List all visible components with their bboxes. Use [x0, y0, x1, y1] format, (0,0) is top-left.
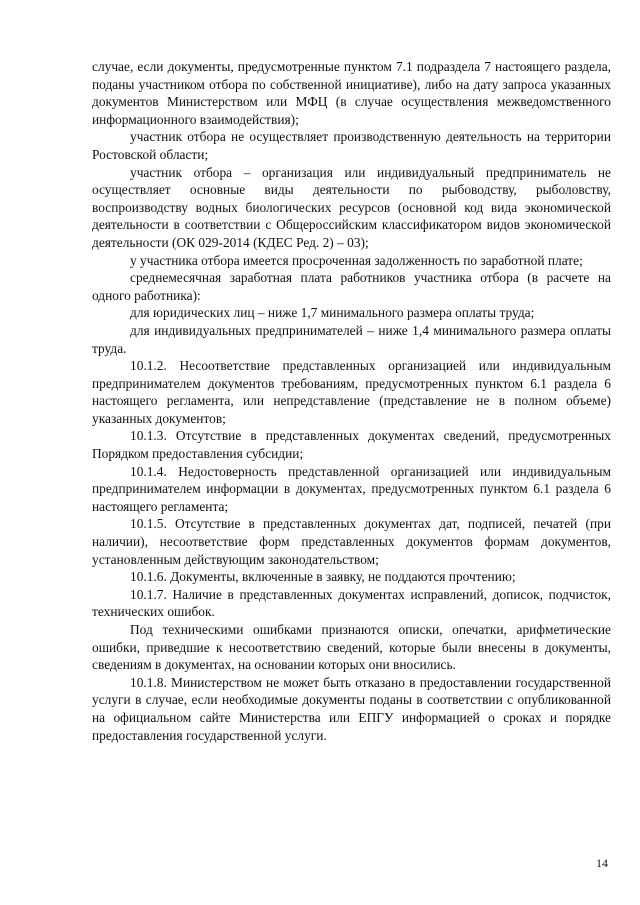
paragraph-10-1-4: 10.1.4. Недостоверность представленной организацией или индивидуальным предпринимателем информации в документах, предусмотренных пунктом 6.1 раздела 6 настоящего регламента; — [92, 463, 611, 514]
paragraph-entrepreneurs: для индивидуальных предпринимателей – ниже 1,4 минимального размера оплаты труда. — [92, 322, 611, 356]
paragraph-average-wage: среднемесячная заработная плата работников участника отбора (в расчете на одного работника): — [92, 270, 611, 303]
paragraph-continuation: случае, если документы, предусмотренные пунктом 7.1 подраздела 7 настоящего раздела, поданы участником отбора по собственной инициативе), либо на дату запроса указанных документов Министерством или МФЦ (в случае осуществления межведомственного информационного взаимодействия); — [92, 59, 611, 127]
paragraph-10-1-2: 10.1.2. Несоответствие представленных организацией или индивидуальным предпринимателем документов требованиям, предусмотренных пунктом 6.1 раздела 6 настоящего регламента, или непредставление (представление не в полном объеме) указанных документов; — [92, 358, 611, 426]
paragraph-no-production: участник отбора не осуществляет производственную деятельность на территории Ростовской области; — [92, 129, 611, 162]
document-page — [92, 58, 611, 744]
paragraph-technical-errors: Под техническими ошибками признаются описки, опечатки, арифметические ошибки, приведшие к несоответствию сведений, которые были внесены в документы, сведениям в документах, на основании которых они вносились. — [92, 622, 611, 673]
page-number: 14 — [596, 856, 608, 870]
paragraph-10-1-3: 10.1.3. Отсутствие в представленных документах сведений, предусмотренных Порядком предоставления субсидии; — [92, 428, 611, 462]
paragraph-10-1-5: 10.1.5. Отсутствие в представленных документах дат, подписей, печатей (при наличии), несоответствие форм представленных документов формам документов, установленным действующим законодательством; — [92, 516, 611, 567]
paragraph-wage-debt: у участника отбора имеется просроченная задолженность по заработной плате; — [130, 252, 583, 268]
paragraph-10-1-6: 10.1.6. Документы, включенные в заявку, не поддаются прочтению; — [130, 569, 516, 585]
paragraph-activity-code: участник отбора – организация или индивидуальный предприниматель не осуществляет основные виды деятельности по рыбоводству, рыболовству, воспроизводству водных биологических ресурсов (основной код вида экономической деятельности в соответствии с Общероссийским классификатором видов экономической деятельности (ОК 029-2014 (КДЕС Ред. 2) – 03); — [92, 164, 611, 250]
paragraph-10-1-7: 10.1.7. Наличие в представленных документах исправлений, дописок, подчисток, технических ошибок. — [92, 586, 611, 620]
paragraph-10-1-8: 10.1.8. Министерством не может быть отказано в предоставлении государственной услуги в случае, если необходимые документы поданы в соответствии с опубликованной на официальном сайте Министерства или ЕПГУ информацией о сроках и порядке предоставления государственной услуги. — [92, 674, 611, 743]
paragraph-legal-entities: для юридических лиц – ниже 1,7 минимального размера оплаты труда; — [130, 305, 535, 321]
